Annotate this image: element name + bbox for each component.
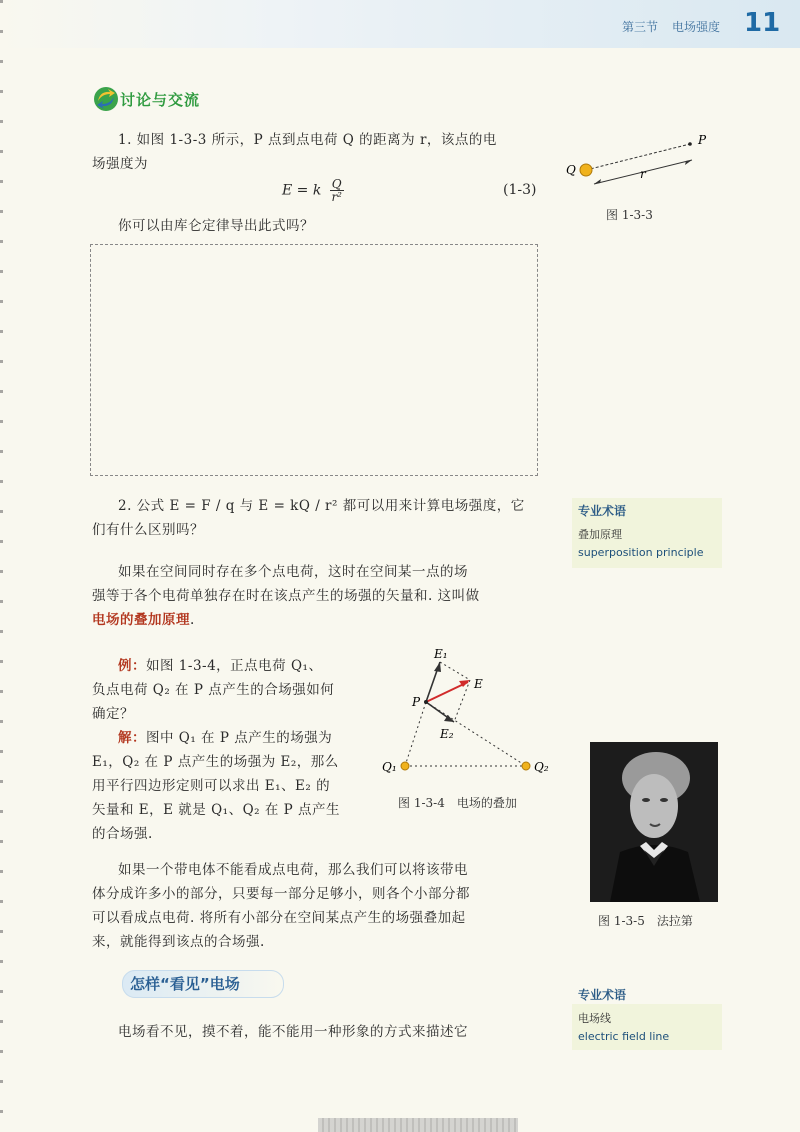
header-title: 电场强度 <box>672 20 721 34</box>
discuss-label: 讨论与交流 <box>120 91 201 109</box>
charge-q-dot <box>580 164 592 176</box>
header-section: 第三节 <box>622 20 659 34</box>
para3-line1: 电场看不见，摸不着，能不能用一种形象的方式来描述它 <box>118 1024 468 1040</box>
point-p-dot <box>424 700 428 704</box>
example-line2: 负点电荷 Q₂ 在 P 点产生的合场强如何 <box>92 682 335 698</box>
section-heading: 怎样“看见”电场 <box>130 975 240 993</box>
label-q: Q <box>566 163 576 177</box>
q1-question: 你可以由库仑定律导出此式吗？ <box>118 218 314 234</box>
binding-edge <box>0 0 3 1132</box>
superposition-term: 电场的叠加原理 <box>92 612 190 628</box>
label-r: r <box>640 167 646 181</box>
term-title: 专业术语 <box>578 504 627 518</box>
para2-line2: 体分成许多小的部分，只要每一部分足够小，则各个小部分都 <box>92 886 470 902</box>
scan-artifact-bar <box>318 1118 518 1132</box>
solution-line4: 矢量和 E，E 就是 Q₁、Q₂ 在 P 点产生 <box>92 802 340 818</box>
fig135-caption: 图 1-3-5 法拉第 <box>598 914 693 928</box>
label-p: P <box>698 133 707 147</box>
q2-line1: 2. 公式 E = F / q 与 E = kQ / r² 都可以用来计算电场强度，它 <box>118 498 525 514</box>
charge-q2-dot <box>522 762 530 770</box>
discuss-icon <box>92 85 120 113</box>
solution-label: 解： <box>118 730 146 746</box>
term-cn: 叠加原理 <box>578 528 622 541</box>
formula-lhs: E = k <box>282 182 322 199</box>
qp-dashed-line <box>586 144 690 170</box>
para1-line2: 强等于各个电荷单独存在时在该点产生的场强的矢量和. 这叫做 <box>92 588 480 604</box>
q1-line1: 1. 如图 1-3-3 所示，P 点到点电荷 Q 的距离为 r，该点的电 <box>118 132 497 148</box>
label-e1: E₁ <box>434 647 448 661</box>
point-p-dot <box>688 142 692 146</box>
label-q2: Q₂ <box>534 760 549 774</box>
term-box-superposition <box>572 498 722 568</box>
example-line3: 确定？ <box>92 706 134 722</box>
solution-line2: E₁，Q₂ 在 P 点产生的场强为 E₂，那么 <box>92 754 339 770</box>
answer-box <box>90 244 538 476</box>
figure-1-3-3 <box>560 130 720 200</box>
solution-line3: 用平行四边形定则可以求出 E₁、E₂ 的 <box>92 778 331 794</box>
figure-1-3-4 <box>380 644 560 784</box>
equation-number: (1-3) <box>503 182 537 198</box>
para2-line1: 如果一个带电体不能看成点电荷，那么我们可以将该带电 <box>118 862 468 878</box>
label-e: E <box>474 677 483 691</box>
example-line1: 例：如图 1-3-4，正点电荷 Q₁、 <box>118 658 323 674</box>
label-e2: E₂ <box>440 727 454 741</box>
faraday-portrait <box>590 742 718 902</box>
label-q1: Q₁ <box>382 760 397 774</box>
term-title: 专业术语 <box>578 988 627 1002</box>
solution-line1: 解：图中 Q₁ 在 P 点产生的场强为 <box>118 730 333 746</box>
para1-line1: 如果在空间同时存在多个点电荷，这时在空间某一点的场 <box>118 564 468 580</box>
term-en: electric field line <box>578 1030 670 1043</box>
term-en: superposition principle <box>578 546 704 559</box>
term-cn: 电场线 <box>578 1012 611 1025</box>
formula-denominator: r² <box>331 190 342 204</box>
fig134-caption: 图 1-3-4 电场的叠加 <box>398 796 517 810</box>
q2-line2: 们有什么区别吗？ <box>92 522 204 538</box>
page-number: 11 <box>744 8 781 38</box>
para1-line3: 电场的叠加原理. <box>92 612 195 628</box>
para2-line3: 可以看成点电荷. 将所有小部分在空间某点产生的场强叠加起 <box>92 910 466 926</box>
example-label: 例： <box>118 658 146 674</box>
q1-line2: 场强度为 <box>92 156 148 172</box>
formula-1-3 <box>282 178 344 203</box>
charge-q1-dot <box>401 762 409 770</box>
para2-line4: 来，就能得到该点的合场强. <box>92 934 265 950</box>
solution-line5: 的合场强. <box>92 826 153 842</box>
term-box-field-line <box>572 984 722 1050</box>
formula-numerator: Q <box>331 177 342 191</box>
formula-fraction <box>330 178 344 203</box>
fig133-caption: 图 1-3-3 <box>606 208 653 222</box>
label-p: P <box>412 695 421 709</box>
